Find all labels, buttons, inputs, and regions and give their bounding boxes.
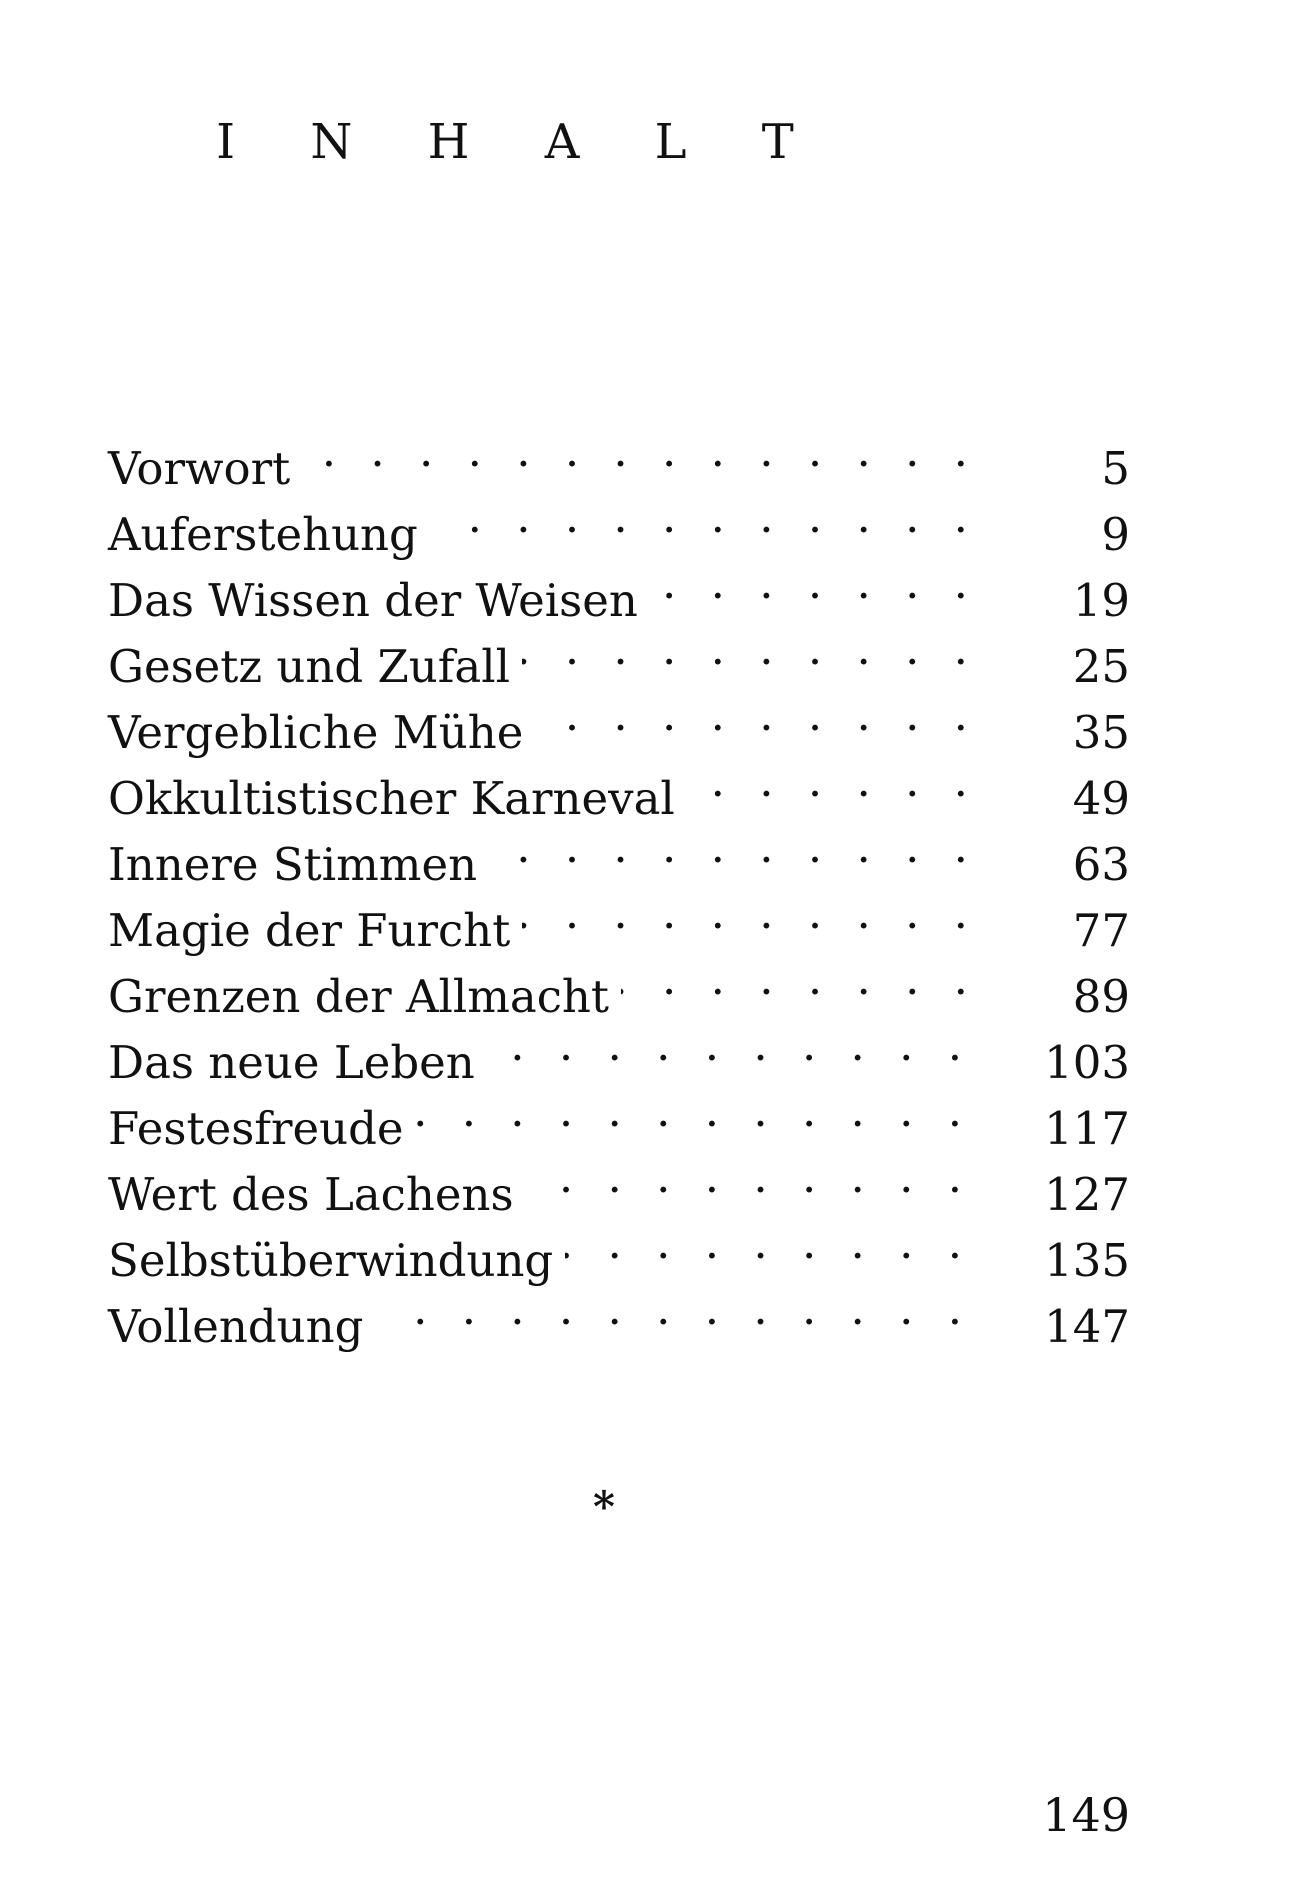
dot-leader [621,946,978,1012]
toc-entry-title: Wert des Lachens [108,1168,514,1221]
dot-leader [487,1012,972,1078]
toc-entry [108,418,1130,495]
toc-entry-page: 25 [1072,640,1130,693]
dot-leader [522,616,978,682]
toc-entry-page: 127 [1044,1168,1130,1221]
toc-entry-title: Grenzen der Allmacht [108,970,609,1023]
toc-entry-page: 63 [1072,838,1130,891]
toc-entry-title: Magie der Furcht [108,904,511,957]
asterisk-ornament: * [593,1482,615,1531]
dot-leader [526,1144,973,1210]
toc-entry-page: 49 [1072,772,1130,825]
page-title: I N H A L T [216,114,824,171]
dot-leader [430,484,978,550]
toc-entry-page: 89 [1072,970,1130,1023]
toc-entry-title: Festesfreude [108,1102,404,1155]
toc-entry-page: 5 [1101,442,1130,495]
toc-entry-title: Vergebliche Mühe [108,706,524,759]
toc-entry-title: Gesetz und Zufall [108,640,510,693]
toc-entry-page: 147 [1044,1300,1130,1353]
toc-entry-title: Das Wissen der Weisen [108,574,638,627]
dot-leader [535,682,978,748]
toc-entry-title: Das neue Leben [108,1036,475,1089]
toc-entry-page: 103 [1044,1036,1130,1089]
toc-entry-page: 19 [1072,574,1130,627]
table-of-contents [108,418,1130,1353]
toc-entry-title: Auferstehung [108,508,418,561]
toc-entry-title: Vorwort [108,442,291,495]
toc-entry-page: 135 [1044,1234,1130,1287]
dot-leader [416,1078,973,1144]
dot-leader [650,550,978,616]
toc-entry-title: Innere Stimmen [108,838,478,891]
toc-entry-page: 35 [1072,706,1130,759]
toc-entry-title: Selbstüberwindung [108,1234,554,1287]
toc-entry-page: 117 [1044,1102,1130,1155]
dot-leader [522,880,978,946]
toc-entry-page: 9 [1101,508,1130,561]
toc-entry-title: Vollendung [108,1300,364,1353]
dot-leader [687,748,978,814]
page-number: 149 [1042,1788,1130,1842]
toc-entry-title: Okkultistischer Karneval [108,772,675,825]
dot-leader [302,418,978,484]
dot-leader [375,1276,972,1342]
dot-leader [565,1210,972,1276]
toc-entry-page: 77 [1072,904,1130,957]
dot-leader [489,814,978,880]
